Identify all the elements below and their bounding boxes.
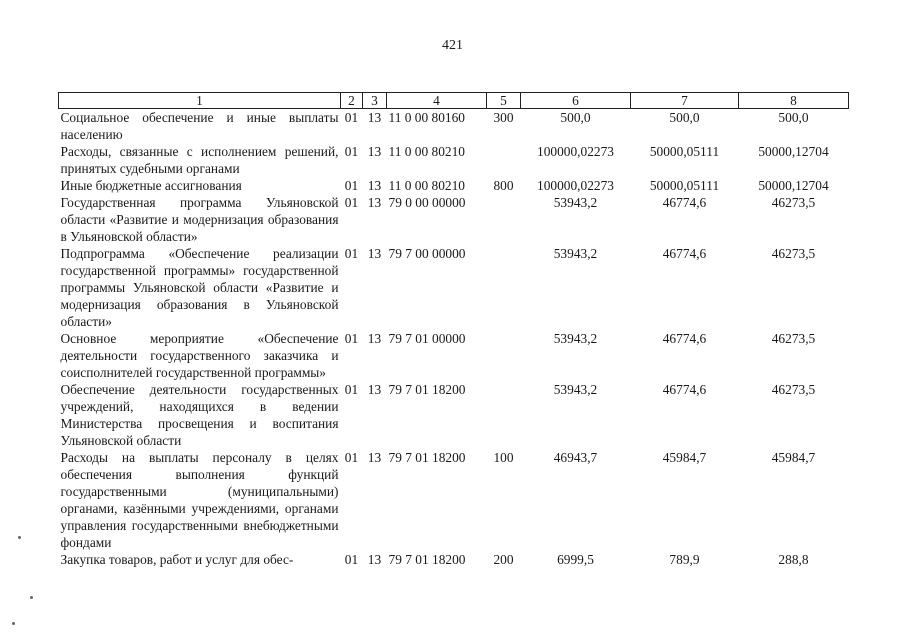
amount-col8-cell: 46273,5 xyxy=(771,195,816,210)
header-cell-3: 3 xyxy=(363,93,387,109)
section-code-cell: 01 xyxy=(344,178,359,193)
amount-col7-cell: 46774,6 xyxy=(662,246,707,261)
target-article-cell: 79 7 01 00000 xyxy=(388,331,466,346)
expense-type-cell: 300 xyxy=(493,110,514,125)
expense-type-cell xyxy=(487,245,521,330)
target-article-cell: 11 0 00 80160 xyxy=(388,110,465,125)
header-cell-4: 4 xyxy=(387,93,487,109)
expense-type-cell xyxy=(487,381,521,449)
amount-col6-cell: 100000,02273 xyxy=(537,178,614,193)
amount-col7-cell: 46774,6 xyxy=(662,331,707,346)
amount-col7-cell: 789,9 xyxy=(669,552,700,567)
subsection-code-cell: 13 xyxy=(367,246,382,261)
amount-col6-cell: 53943,2 xyxy=(553,195,598,210)
scan-speck xyxy=(18,536,21,539)
target-article-cell: 11 0 00 80210 xyxy=(388,144,465,159)
budget-table xyxy=(58,92,849,568)
section-code-cell: 01 xyxy=(344,331,359,346)
amount-col8-cell: 46273,5 xyxy=(771,246,816,261)
expense-type-cell xyxy=(487,143,521,177)
amount-col7-cell: 50000,05111 xyxy=(649,178,720,193)
table-row xyxy=(59,143,849,177)
row-name-cell: Основное мероприятие «Обеспечение деятельности государственного заказчика и соисполнителей государственной программы» xyxy=(60,331,339,380)
header-cell-8: 8 xyxy=(739,93,849,109)
amount-col6-cell: 53943,2 xyxy=(553,331,598,346)
amount-col7-cell: 46774,6 xyxy=(662,382,707,397)
table-row xyxy=(59,109,849,144)
header-cell-7: 7 xyxy=(631,93,739,109)
amount-col6-cell: 100000,02273 xyxy=(537,144,614,159)
amount-col8-cell: 46273,5 xyxy=(771,382,816,397)
subsection-code-cell: 13 xyxy=(367,110,382,125)
amount-col8-cell: 50000,12704 xyxy=(758,178,829,193)
table-row xyxy=(59,449,849,551)
row-name-cell: Государственная программа Ульяновской области «Развитие и модернизация образования в Ульяновской области» xyxy=(60,195,339,244)
table-row xyxy=(59,245,849,330)
subsection-code-cell: 13 xyxy=(367,144,382,159)
row-name-cell: Расходы, связанные с исполнением решений, принятых судебными органами xyxy=(60,144,339,176)
header-cell-5: 5 xyxy=(487,93,521,109)
scan-speck xyxy=(30,596,33,599)
row-name-cell: Закупка товаров, работ и услуг для обес- xyxy=(60,552,294,567)
header-cell-6: 6 xyxy=(521,93,631,109)
amount-col6-cell: 500,0 xyxy=(560,110,591,125)
expense-type-cell xyxy=(487,330,521,381)
target-article-cell: 79 7 01 18200 xyxy=(388,552,466,567)
amount-col7-cell: 46774,6 xyxy=(662,195,707,210)
row-name-cell: Подпрограмма «Обеспечение реализации государственной программы» государственной программы Ульяновской области «Развитие и модернизация образования в Ульяновской области» xyxy=(60,246,339,329)
section-code-cell: 01 xyxy=(344,552,359,567)
row-name-cell: Иные бюджетные ассигнования xyxy=(60,178,242,193)
subsection-code-cell: 13 xyxy=(367,450,382,465)
target-article-cell: 11 0 00 80210 xyxy=(388,178,465,193)
row-name-cell: Социальное обеспечение и иные выплаты населению xyxy=(60,110,339,142)
subsection-code-cell: 13 xyxy=(367,382,382,397)
section-code-cell: 01 xyxy=(344,382,359,397)
row-name-cell: Обеспечение деятельности государственных учреждений, находящихся в ведении Министерства просвещения и воспитания Ульяновской области xyxy=(60,382,339,448)
amount-col8-cell: 50000,12704 xyxy=(758,144,829,159)
amount-col7-cell: 45984,7 xyxy=(662,450,707,465)
row-name-cell: Расходы на выплаты персоналу в целях обеспечения выполнения функций государственными (муниципальными) органами, казёнными учреждениями, органами управления государственными внебюджетными фондами xyxy=(60,450,339,550)
amount-col8-cell: 46273,5 xyxy=(771,331,816,346)
expense-type-cell xyxy=(487,194,521,245)
section-code-cell: 01 xyxy=(344,246,359,261)
amount-col6-cell: 53943,2 xyxy=(553,382,598,397)
subsection-code-cell: 13 xyxy=(367,552,382,567)
table-row xyxy=(59,194,849,245)
table-row xyxy=(59,177,849,194)
table-row xyxy=(59,381,849,449)
amount-col7-cell: 500,0 xyxy=(669,110,700,125)
scan-speck xyxy=(12,622,15,625)
amount-col6-cell: 6999,5 xyxy=(557,552,594,567)
table-row xyxy=(59,330,849,381)
header-row xyxy=(59,93,849,109)
subsection-code-cell: 13 xyxy=(367,178,382,193)
section-code-cell: 01 xyxy=(344,450,359,465)
target-article-cell: 79 7 01 18200 xyxy=(388,450,466,465)
expense-type-cell: 200 xyxy=(493,552,514,567)
amount-col7-cell: 50000,05111 xyxy=(649,144,720,159)
table-row xyxy=(59,551,849,568)
amount-col6-cell: 46943,7 xyxy=(553,450,598,465)
amount-col8-cell: 288,8 xyxy=(778,552,809,567)
expense-type-cell: 800 xyxy=(493,178,514,193)
amount-col8-cell: 45984,7 xyxy=(771,450,816,465)
target-article-cell: 79 0 00 00000 xyxy=(388,195,466,210)
expense-type-cell: 100 xyxy=(493,450,514,465)
section-code-cell: 01 xyxy=(344,144,359,159)
amount-col8-cell: 500,0 xyxy=(778,110,809,125)
subsection-code-cell: 13 xyxy=(367,195,382,210)
target-article-cell: 79 7 00 00000 xyxy=(388,246,466,261)
target-article-cell: 79 7 01 18200 xyxy=(388,382,466,397)
header-cell-2: 2 xyxy=(341,93,363,109)
subsection-code-cell: 13 xyxy=(367,331,382,346)
section-code-cell: 01 xyxy=(344,110,359,125)
section-code-cell: 01 xyxy=(344,195,359,210)
amount-col6-cell: 53943,2 xyxy=(553,246,598,261)
header-cell-1: 1 xyxy=(59,93,341,109)
page-number: 421 xyxy=(442,38,463,53)
